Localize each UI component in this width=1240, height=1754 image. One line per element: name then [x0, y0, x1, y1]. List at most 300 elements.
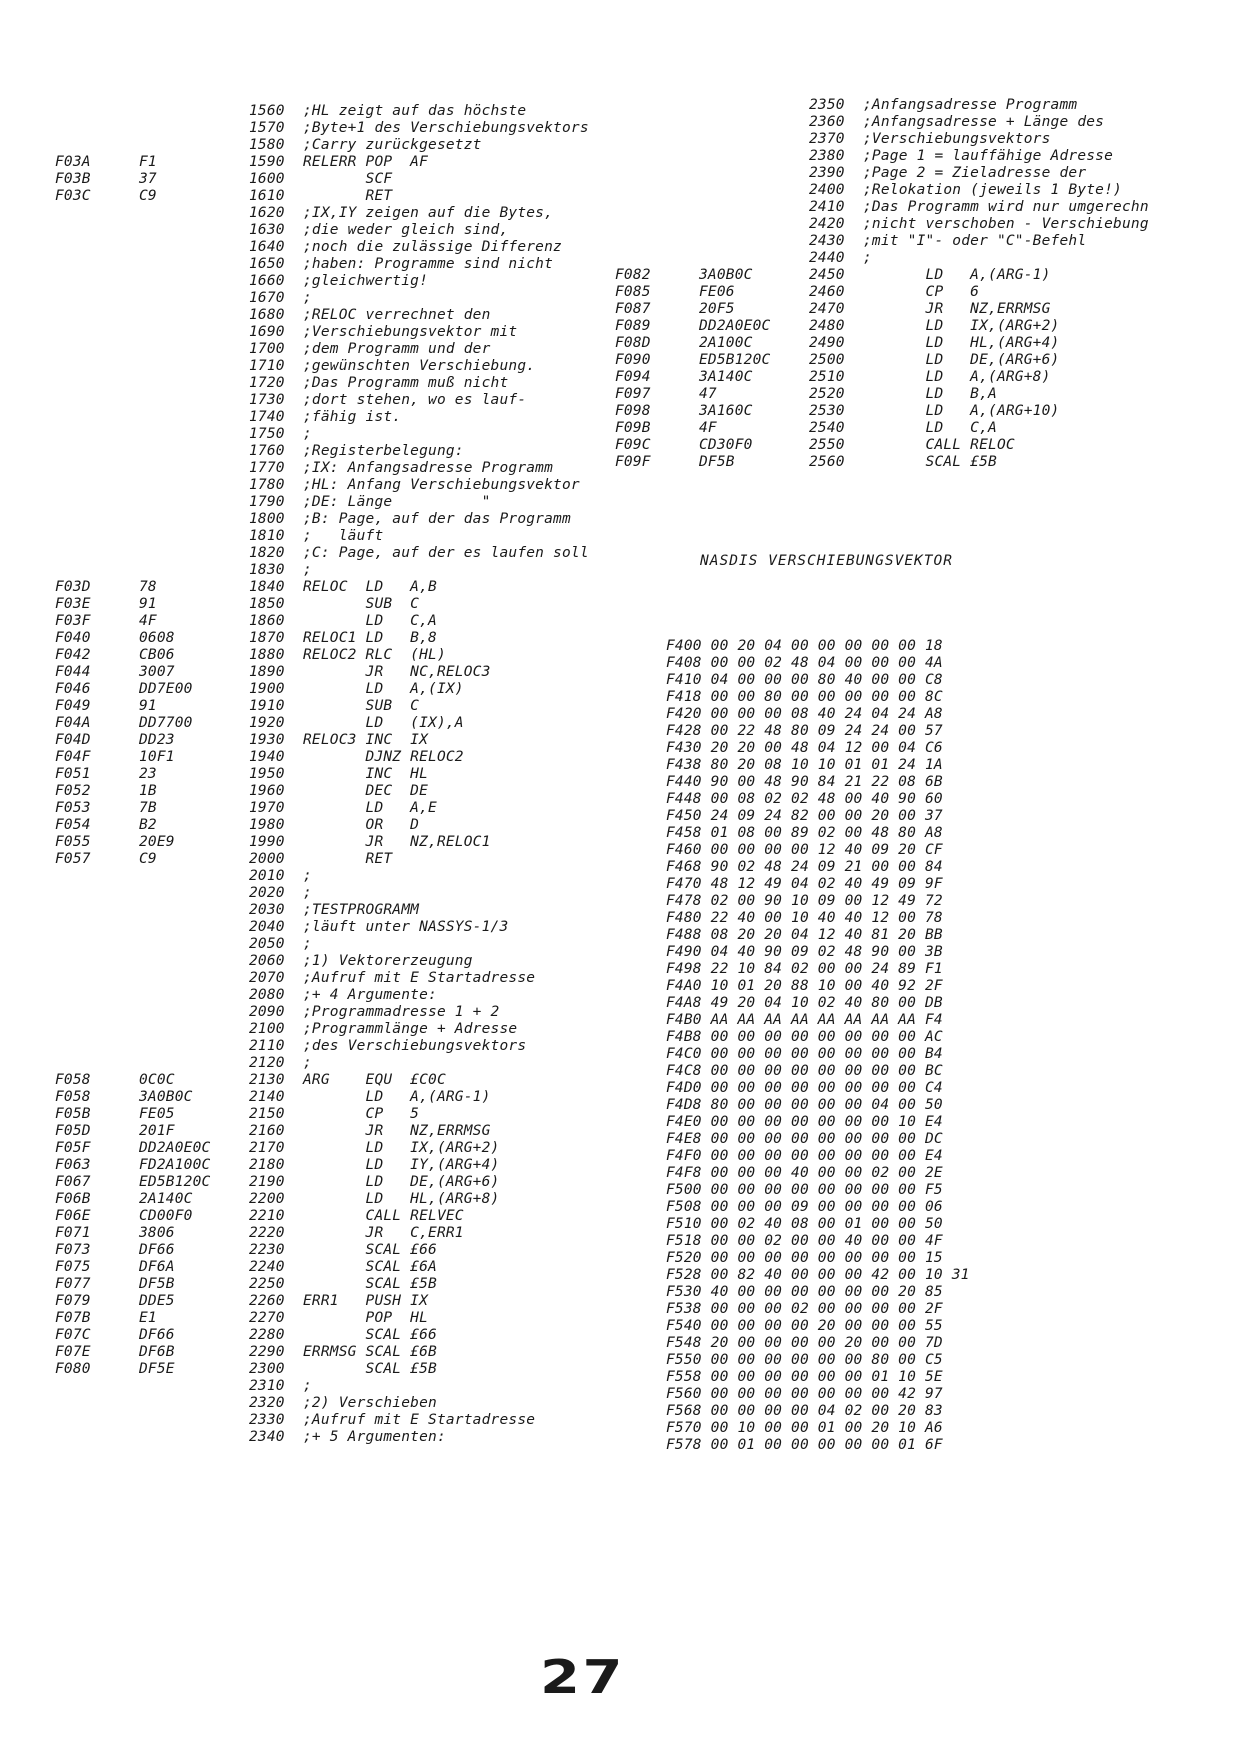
- line-source: ;dort stehen, wo es lauf-: [303, 392, 527, 408]
- listing-line: [55, 494, 589, 511]
- listing-line: [55, 1225, 589, 1242]
- line-source: RELERR POP AF: [303, 154, 429, 170]
- line-source: ;Anfangsadresse + Länge des: [863, 114, 1105, 130]
- listing-line: [55, 239, 589, 256]
- line-number: 2050: [249, 936, 285, 952]
- listing-line: [55, 647, 589, 664]
- hex-dump-line: F4B0 AA AA AA AA AA AA AA AA F4: [666, 1012, 943, 1028]
- listing-line: [55, 970, 589, 987]
- listing-line: [55, 613, 589, 630]
- line-number: 2540: [809, 420, 845, 436]
- line-number: 2410: [809, 199, 845, 215]
- line-number: 1680: [249, 307, 285, 323]
- listing-line: [55, 409, 589, 426]
- hex-dump-line: F470 48 12 49 04 02 40 49 09 9F: [666, 876, 943, 892]
- line-number: 2400: [809, 182, 845, 198]
- listing-line: [55, 1310, 589, 1327]
- hex-dump-line: F478 02 00 90 10 09 00 12 49 72: [666, 893, 943, 909]
- listing-line: [55, 1055, 589, 1072]
- listing-line: [615, 131, 1149, 148]
- line-number: 1720: [249, 375, 285, 391]
- line-source: JR C,ERR1: [303, 1225, 464, 1241]
- line-number: 2100: [249, 1021, 285, 1037]
- line-address: F03F: [55, 613, 91, 629]
- line-source: RET: [303, 188, 393, 204]
- listing-line: [55, 426, 589, 443]
- line-source: DJNZ RELOC2: [303, 749, 464, 765]
- line-address: F082: [615, 267, 651, 283]
- line-address: F03C: [55, 188, 91, 204]
- line-source: DEC DE: [303, 783, 429, 799]
- listing-line: [615, 420, 1149, 437]
- line-code: B2: [139, 817, 157, 833]
- listing-line: [55, 885, 589, 902]
- line-source: SCAL £5B: [303, 1276, 437, 1292]
- line-source: JR NZ,ERRMSG: [303, 1123, 491, 1139]
- line-number: 2030: [249, 902, 285, 918]
- listing-line: [55, 1106, 589, 1123]
- line-number: 2020: [249, 885, 285, 901]
- line-address: F051: [55, 766, 91, 782]
- listing-line: [55, 579, 589, 596]
- hex-dump-line: F540 00 00 00 00 20 00 00 00 55: [666, 1318, 943, 1334]
- line-source: ;dem Programm und der: [303, 341, 491, 357]
- listing-line: [55, 1191, 589, 1208]
- line-number: 2420: [809, 216, 845, 232]
- line-address: F055: [55, 834, 91, 850]
- line-number: 1770: [249, 460, 285, 476]
- listing-line: [55, 681, 589, 698]
- listing-line: [55, 443, 589, 460]
- hex-dump-line: F538 00 00 00 02 00 00 00 00 2F: [666, 1301, 943, 1317]
- line-number: 2110: [249, 1038, 285, 1054]
- listing-line: [615, 250, 1149, 267]
- listing-line: [55, 1174, 589, 1191]
- line-number: 1860: [249, 613, 285, 629]
- line-source: ;: [863, 250, 872, 266]
- line-number: 2270: [249, 1310, 285, 1326]
- line-number: 2230: [249, 1242, 285, 1258]
- line-number: 2210: [249, 1208, 285, 1224]
- line-address: F087: [615, 301, 651, 317]
- line-source: LD A,E: [303, 800, 437, 816]
- line-source: ;mit "I"- oder "C"-Befehl: [863, 233, 1087, 249]
- line-address: F05B: [55, 1106, 91, 1122]
- line-code: 3007: [139, 664, 175, 680]
- listing-line: [55, 460, 589, 477]
- line-number: 2340: [249, 1429, 285, 1445]
- line-number: 2190: [249, 1174, 285, 1190]
- line-source: LD (IX),A: [303, 715, 464, 731]
- line-code: 0608: [139, 630, 175, 646]
- hex-dump-line: F418 00 00 80 00 00 00 00 00 8C: [666, 689, 943, 705]
- line-source: ;Programmlänge + Adresse: [303, 1021, 518, 1037]
- listing-line: [55, 715, 589, 732]
- line-address: F089: [615, 318, 651, 334]
- hex-dump-line: F428 00 22 48 80 09 24 24 00 57: [666, 723, 943, 739]
- line-source: ;Page 2 = Zieladresse der: [863, 165, 1087, 181]
- line-source: ;RELOC verrechnet den: [303, 307, 491, 323]
- line-source: ;noch die zulässige Differenz: [303, 239, 562, 255]
- line-source: ;fähig ist.: [303, 409, 402, 425]
- listing-line: [55, 511, 589, 528]
- line-code: 37: [139, 171, 157, 187]
- listing-line: [55, 1140, 589, 1157]
- line-source: ;DE: Länge ": [303, 494, 491, 510]
- listing-line: [55, 358, 589, 375]
- line-source: JR NZ,ERRMSG: [863, 301, 1051, 317]
- listing-line: [55, 1072, 589, 1089]
- listing-line: [55, 987, 589, 1004]
- line-number: 1590: [249, 154, 285, 170]
- line-source: ;: [303, 936, 312, 952]
- listing-line: [615, 114, 1149, 131]
- hex-dump-line: F410 04 00 00 00 80 40 00 00 C8: [666, 672, 943, 688]
- listing-line: [55, 851, 589, 868]
- line-source: ;Das Programm muß nicht: [303, 375, 509, 391]
- line-number: 1990: [249, 834, 285, 850]
- line-number: 1890: [249, 664, 285, 680]
- listing-line: [55, 1242, 589, 1259]
- listing-line: [615, 386, 1149, 403]
- line-number: 1610: [249, 188, 285, 204]
- listing-line: [55, 766, 589, 783]
- line-address: F04A: [55, 715, 91, 731]
- line-code: 2A140C: [139, 1191, 193, 1207]
- listing-line: [55, 222, 589, 239]
- line-source: ;läuft unter NASSYS-1/3: [303, 919, 509, 935]
- line-code: 2A100C: [699, 335, 753, 351]
- line-address: F080: [55, 1361, 91, 1377]
- listing-line: [55, 307, 589, 324]
- line-source: ;IX: Anfangsadresse Programm: [303, 460, 554, 476]
- line-number: 1690: [249, 324, 285, 340]
- line-source: CALL RELVEC: [303, 1208, 464, 1224]
- line-code: 91: [139, 698, 157, 714]
- line-source: ;gewünschten Verschiebung.: [303, 358, 536, 374]
- left-assembly-listing: [55, 103, 589, 1446]
- line-number: 1870: [249, 630, 285, 646]
- line-number: 1710: [249, 358, 285, 374]
- listing-line: [55, 1004, 589, 1021]
- listing-line: [55, 528, 589, 545]
- hex-dump-line: F430 20 20 00 48 04 12 00 04 C6: [666, 740, 943, 756]
- line-source: POP HL: [303, 1310, 429, 1326]
- line-code: 4F: [699, 420, 717, 436]
- line-source: RELOC LD A,B: [303, 579, 437, 595]
- line-code: DD7E00: [139, 681, 193, 697]
- line-code: 7B: [139, 800, 157, 816]
- line-source: ;nicht verschoben - Verschiebung: [863, 216, 1149, 232]
- hex-dump-line: F400 00 20 04 00 00 00 00 00 18: [666, 638, 943, 654]
- line-number: 1810: [249, 528, 285, 544]
- line-source: ;B: Page, auf der das Programm: [303, 511, 571, 527]
- line-source: SCAL £5B: [303, 1361, 437, 1377]
- line-source: JR NZ,RELOC1: [303, 834, 491, 850]
- line-code: FE05: [139, 1106, 175, 1122]
- listing-line: [55, 1276, 589, 1293]
- hex-dump-line: F4C8 00 00 00 00 00 00 00 00 BC: [666, 1063, 943, 1079]
- listing-line: [55, 953, 589, 970]
- line-number: 1760: [249, 443, 285, 459]
- hex-dump-line: F510 00 02 40 08 00 01 00 00 50: [666, 1216, 943, 1232]
- line-number: 1600: [249, 171, 285, 187]
- hex-dump-line: F578 00 01 00 00 00 00 00 01 6F: [666, 1437, 943, 1453]
- line-code: DD2A0E0C: [699, 318, 771, 334]
- line-address: F06B: [55, 1191, 91, 1207]
- line-address: F085: [615, 284, 651, 300]
- line-code: 20E9: [139, 834, 175, 850]
- listing-line: [55, 698, 589, 715]
- line-code: 4F: [139, 613, 157, 629]
- hex-dump-listing: [666, 638, 970, 1454]
- line-number: 2170: [249, 1140, 285, 1156]
- line-number: 1740: [249, 409, 285, 425]
- hex-dump-line: F508 00 00 00 09 00 00 00 00 06: [666, 1199, 943, 1215]
- listing-line: [55, 817, 589, 834]
- listing-line: [55, 1293, 589, 1310]
- line-number: 2160: [249, 1123, 285, 1139]
- line-address: F03E: [55, 596, 91, 612]
- line-code: 3A140C: [699, 369, 753, 385]
- hex-dump-line: F4A0 10 01 20 88 10 00 40 92 2F: [666, 978, 943, 994]
- line-source: LD A,(ARG+8): [863, 369, 1051, 385]
- line-number: 2200: [249, 1191, 285, 1207]
- hex-dump-line: F480 22 40 00 10 40 40 12 00 78: [666, 910, 943, 926]
- listing-line: [55, 834, 589, 851]
- line-code: 201F: [139, 1123, 175, 1139]
- line-source: ;Aufruf mit E Startadresse: [303, 970, 536, 986]
- listing-line: [55, 1344, 589, 1361]
- line-address: F05D: [55, 1123, 91, 1139]
- line-address: F09C: [615, 437, 651, 453]
- hex-dump-line: F458 01 08 00 89 02 00 48 80 A8: [666, 825, 943, 841]
- listing-line: [55, 1208, 589, 1225]
- line-number: 1940: [249, 749, 285, 765]
- listing-line: [55, 783, 589, 800]
- line-source: LD DE,(ARG+6): [303, 1174, 500, 1190]
- listing-line: [615, 352, 1149, 369]
- line-source: ;Programmadresse 1 + 2: [303, 1004, 500, 1020]
- line-source: ;IX,IY zeigen auf die Bytes,: [303, 205, 554, 221]
- line-source: ;Relokation (jeweils 1 Byte!): [863, 182, 1122, 198]
- line-code: 3806: [139, 1225, 175, 1241]
- line-number: 2070: [249, 970, 285, 986]
- listing-line: [55, 749, 589, 766]
- line-address: F044: [55, 664, 91, 680]
- line-number: 2300: [249, 1361, 285, 1377]
- line-source: ;: [303, 562, 312, 578]
- hex-dump-line: F558 00 00 00 00 00 00 01 10 5E: [666, 1369, 943, 1385]
- line-source: ;Registerbelegung:: [303, 443, 464, 459]
- line-source: RELOC3 INC IX: [303, 732, 429, 748]
- line-source: ;haben: Programme sind nicht: [303, 256, 554, 272]
- line-source: ;HL zeigt auf das höchste: [303, 103, 527, 119]
- line-source: ;Verschiebungsvektors: [863, 131, 1051, 147]
- line-number: 2290: [249, 1344, 285, 1360]
- listing-line: [55, 800, 589, 817]
- hex-dump-line: F530 40 00 00 00 00 00 00 20 85: [666, 1284, 943, 1300]
- listing-line: [55, 137, 589, 154]
- hex-dump-line: F4A8 49 20 04 10 02 40 80 00 DB: [666, 995, 943, 1011]
- listing-line: [615, 284, 1149, 301]
- line-number: 2560: [809, 454, 845, 470]
- listing-line: [55, 919, 589, 936]
- listing-line: [615, 148, 1149, 165]
- line-number: 1730: [249, 392, 285, 408]
- line-code: 1B: [139, 783, 157, 799]
- line-source: ;Page 1 = lauffähige Adresse: [863, 148, 1114, 164]
- line-number: 2460: [809, 284, 845, 300]
- line-source: ;+ 4 Argumente:: [303, 987, 437, 1003]
- listing-line: [615, 301, 1149, 318]
- line-number: 1820: [249, 545, 285, 561]
- line-source: SUB C: [303, 596, 420, 612]
- line-number: 2550: [809, 437, 845, 453]
- line-code: 3A160C: [699, 403, 753, 419]
- line-code: CB06: [139, 647, 175, 663]
- line-number: 2140: [249, 1089, 285, 1105]
- listing-line: [55, 290, 589, 307]
- line-source: JR NC,RELOC3: [303, 664, 491, 680]
- line-code: DF5E: [139, 1361, 175, 1377]
- line-code: 47: [699, 386, 717, 402]
- listing-line: [55, 375, 589, 392]
- line-number: 2040: [249, 919, 285, 935]
- line-source: ;des Verschiebungsvektors: [303, 1038, 527, 1054]
- line-source: CP 5: [303, 1106, 420, 1122]
- line-number: 2390: [809, 165, 845, 181]
- line-address: F079: [55, 1293, 91, 1309]
- hex-dump-line: F4E8 00 00 00 00 00 00 00 00 DC: [666, 1131, 943, 1147]
- line-number: 1620: [249, 205, 285, 221]
- listing-line: [55, 1038, 589, 1055]
- line-code: C9: [139, 851, 157, 867]
- line-source: LD DE,(ARG+6): [863, 352, 1060, 368]
- line-code: CD30F0: [699, 437, 753, 453]
- line-number: 1790: [249, 494, 285, 510]
- listing-line: [615, 165, 1149, 182]
- listing-line: [55, 1021, 589, 1038]
- line-source: RELOC1 LD B,8: [303, 630, 437, 646]
- line-address: F077: [55, 1276, 91, 1292]
- line-number: 2120: [249, 1055, 285, 1071]
- line-address: F053: [55, 800, 91, 816]
- line-number: 2520: [809, 386, 845, 402]
- line-source: OR D: [303, 817, 420, 833]
- hex-dump-line: F548 20 00 00 00 00 20 00 00 7D: [666, 1335, 943, 1351]
- listing-line: [55, 103, 589, 120]
- line-address: F071: [55, 1225, 91, 1241]
- line-code: FD2A100C: [139, 1157, 211, 1173]
- line-number: 2450: [809, 267, 845, 283]
- line-number: 1950: [249, 766, 285, 782]
- line-number: 2350: [809, 97, 845, 113]
- listing-line: [55, 392, 589, 409]
- line-number: 1670: [249, 290, 285, 306]
- line-number: 1630: [249, 222, 285, 238]
- line-address: F067: [55, 1174, 91, 1190]
- line-code: DF5B: [699, 454, 735, 470]
- line-address: F058: [55, 1089, 91, 1105]
- line-number: 2310: [249, 1378, 285, 1394]
- listing-line: [615, 97, 1149, 114]
- listing-line: [615, 454, 1149, 471]
- listing-line: [615, 233, 1149, 250]
- hex-dump-line: F498 22 10 84 02 00 00 24 89 F1: [666, 961, 943, 977]
- line-source: ;Carry zurückgesetzt: [303, 137, 482, 153]
- line-address: F090: [615, 352, 651, 368]
- listing-line: [55, 324, 589, 341]
- line-number: 2060: [249, 953, 285, 969]
- line-number: 2010: [249, 868, 285, 884]
- line-code: DF66: [139, 1327, 175, 1343]
- line-source: ;C: Page, auf der es laufen soll: [303, 545, 589, 561]
- line-code: DF6A: [139, 1259, 175, 1275]
- listing-line: [615, 437, 1149, 454]
- line-number: 2500: [809, 352, 845, 368]
- line-code: DDE5: [139, 1293, 175, 1309]
- hex-dump-line: F4D8 80 00 00 00 00 00 04 00 50: [666, 1097, 943, 1113]
- line-source: LD A,(ARG+10): [863, 403, 1060, 419]
- line-address: F052: [55, 783, 91, 799]
- line-source: ;TESTPROGRAMM: [303, 902, 420, 918]
- listing-line: [55, 1259, 589, 1276]
- line-address: F042: [55, 647, 91, 663]
- line-code: 91: [139, 596, 157, 612]
- line-number: 1880: [249, 647, 285, 663]
- line-code: E1: [139, 1310, 157, 1326]
- line-source: SCAL £66: [303, 1327, 437, 1343]
- listing-line: [55, 936, 589, 953]
- line-code: 78: [139, 579, 157, 595]
- line-source: ;: [303, 426, 312, 442]
- line-number: 2260: [249, 1293, 285, 1309]
- line-source: CP 6: [863, 284, 980, 300]
- listing-line: [55, 630, 589, 647]
- listing-line: [615, 216, 1149, 233]
- line-address: F09F: [615, 454, 651, 470]
- line-address: F057: [55, 851, 91, 867]
- line-number: 2480: [809, 318, 845, 334]
- line-source: ;: [303, 1378, 312, 1394]
- line-number: 1750: [249, 426, 285, 442]
- line-address: F07B: [55, 1310, 91, 1326]
- line-address: F046: [55, 681, 91, 697]
- line-address: F09B: [615, 420, 651, 436]
- line-number: 2330: [249, 1412, 285, 1428]
- listing-line: [615, 318, 1149, 335]
- line-source: RELOC2 RLC (HL): [303, 647, 446, 663]
- hex-dump-line: F408 00 00 02 48 04 00 00 00 4A: [666, 655, 943, 671]
- line-source: ;1) Vektorerzeugung: [303, 953, 473, 969]
- line-number: 1800: [249, 511, 285, 527]
- line-number: 1970: [249, 800, 285, 816]
- line-source: INC HL: [303, 766, 429, 782]
- vector-heading: NASDIS VERSCHIEBUNGSVEKTOR: [700, 553, 953, 569]
- line-code: C9: [139, 188, 157, 204]
- line-source: CALL RELOC: [863, 437, 1015, 453]
- right-assembly-listing: [615, 97, 1149, 471]
- line-number: 2360: [809, 114, 845, 130]
- line-code: 23: [139, 766, 157, 782]
- listing-line: [55, 545, 589, 562]
- line-code: DF5B: [139, 1276, 175, 1292]
- listing-line: [615, 267, 1149, 284]
- page-number: 27: [540, 1650, 626, 1704]
- line-number: 2320: [249, 1395, 285, 1411]
- line-source: LD C,A: [863, 420, 997, 436]
